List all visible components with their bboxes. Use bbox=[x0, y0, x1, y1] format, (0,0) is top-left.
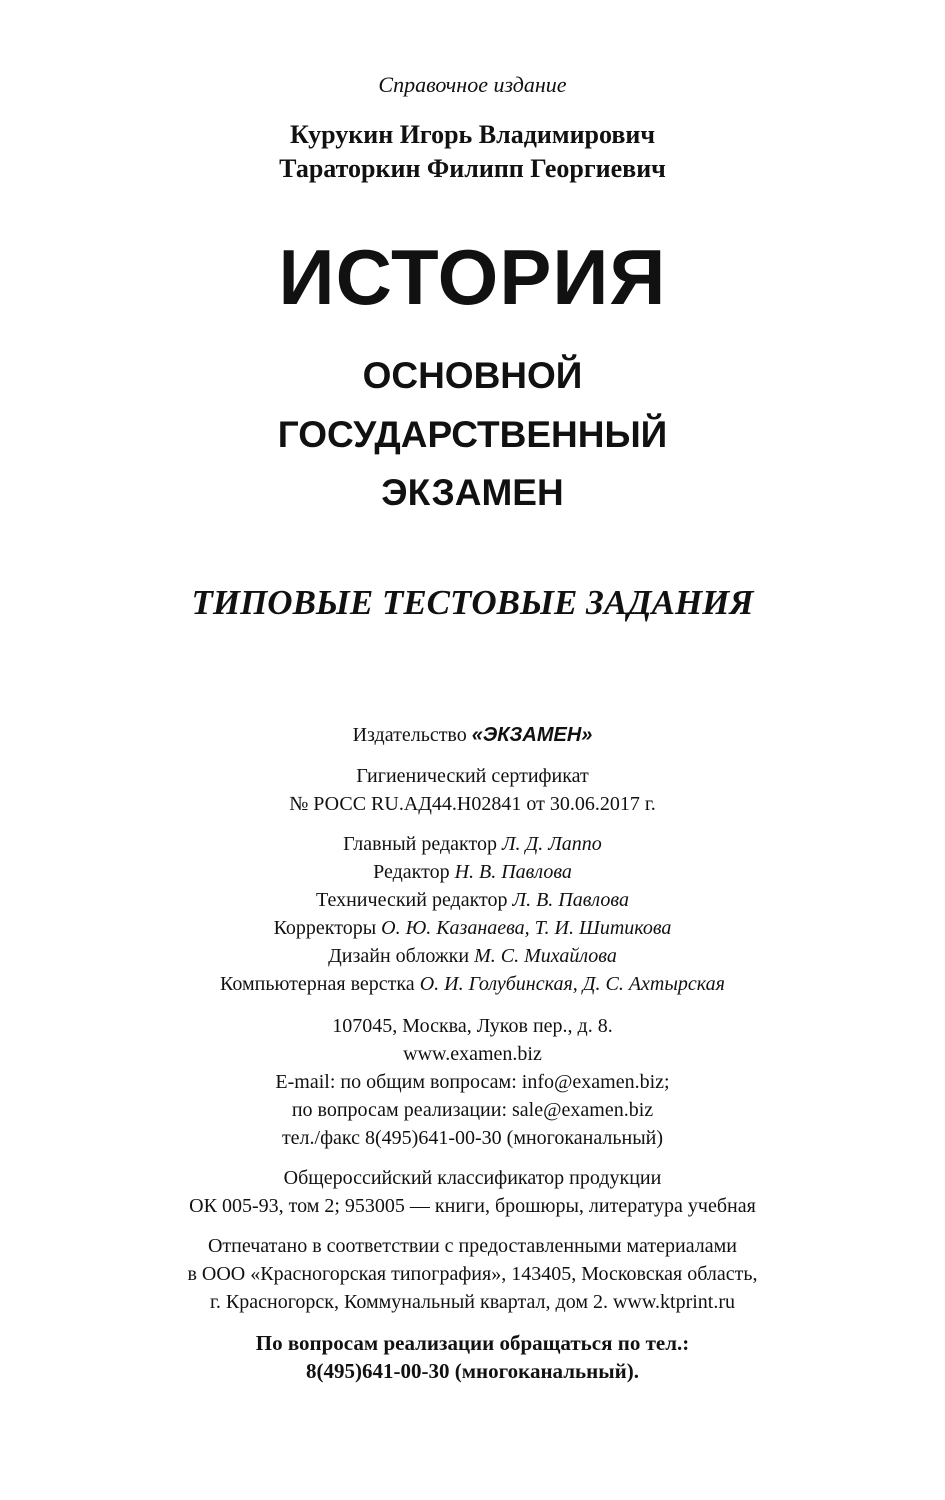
book-subtitle: ТИПОВЫЕ ТЕСТОВЫЕ ЗАДАНИЯ bbox=[191, 583, 754, 622]
printing-line: г. Красногорск, Коммунальный квартал, дом 2. www.ktprint.ru bbox=[209, 1291, 736, 1313]
publisher-line bbox=[0, 724, 945, 747]
exam-line-1: ОСНОВНОЙ bbox=[362, 355, 583, 396]
contact-phone: тел./факс 8(495)641-00-30 (многоканальный) bbox=[281, 1127, 664, 1149]
certificate-number: № РОСС RU.АД44.Н02841 от 30.06.2017 г. bbox=[289, 793, 656, 815]
classifier-code: ОК 005-93, том 2; 953005 — книги, брошюры, литература учебная bbox=[189, 1195, 756, 1217]
printing-line: Отпечатано в соответствии с предоставленными материалами bbox=[207, 1235, 737, 1257]
exam-line-2: ГОСУДАРСТВЕННЫЙ bbox=[277, 414, 668, 455]
staff-names: Л. Д. Лаппо bbox=[501, 833, 602, 855]
staff-role: Корректоры bbox=[273, 917, 377, 939]
contact-address: 107045, Москва, Луков пер., д. 8. bbox=[332, 1015, 613, 1037]
staff-role: Редактор bbox=[373, 861, 450, 883]
staff-role: Технический редактор bbox=[316, 889, 508, 911]
staff-line bbox=[0, 973, 945, 996]
staff-line bbox=[0, 889, 945, 912]
printing-line: в ООО «Красногорская типография», 143405, Московская область, bbox=[187, 1263, 758, 1285]
staff-line bbox=[0, 917, 945, 940]
staff-names: Л. В. Павлова bbox=[512, 889, 629, 911]
book-title: ИСТОРИЯ bbox=[278, 233, 667, 321]
staff-role: Дизайн обложки bbox=[328, 945, 470, 967]
staff-names: Н. В. Павлова bbox=[454, 861, 572, 883]
contact-website: www.examen.biz bbox=[403, 1043, 542, 1065]
contact-email-sales: по вопросам реализации: sale@examen.biz bbox=[291, 1099, 654, 1121]
author-1: Курукин Игорь Владимирович bbox=[289, 120, 656, 149]
staff-line bbox=[0, 945, 945, 968]
publisher-prefix: Издательство bbox=[352, 724, 467, 746]
staff-role: Главный редактор bbox=[343, 833, 497, 855]
staff-names: О. И. Голубинская, Д. С. Ахтырская bbox=[419, 973, 725, 995]
staff-names: О. Ю. Казанаева, Т. И. Шитикова bbox=[381, 917, 672, 939]
contact-email-general: E-mail: по общим вопросам: info@examen.biz; bbox=[275, 1071, 670, 1093]
staff-names: М. С. Михайлова bbox=[474, 945, 617, 967]
staff-role: Компьютерная верстка bbox=[220, 973, 415, 995]
publisher-name: «ЭКЗАМЕН» bbox=[471, 724, 593, 746]
classifier-title: Общероссийский классификатор продукции bbox=[283, 1167, 662, 1189]
staff-line bbox=[0, 833, 945, 856]
sales-line: По вопросам реализации обращаться по тел.: bbox=[255, 1331, 690, 1355]
exam-line-3: ЭКЗАМЕН bbox=[381, 472, 564, 513]
reference-type: Справочное издание bbox=[378, 72, 567, 97]
author-2: Тараторкин Филипп Георгиевич bbox=[279, 154, 666, 183]
certificate-title: Гигиенический сертификат bbox=[356, 765, 589, 787]
sales-phone: 8(495)641-00-30 (многоканальный). bbox=[306, 1359, 639, 1383]
staff-line bbox=[0, 861, 945, 884]
